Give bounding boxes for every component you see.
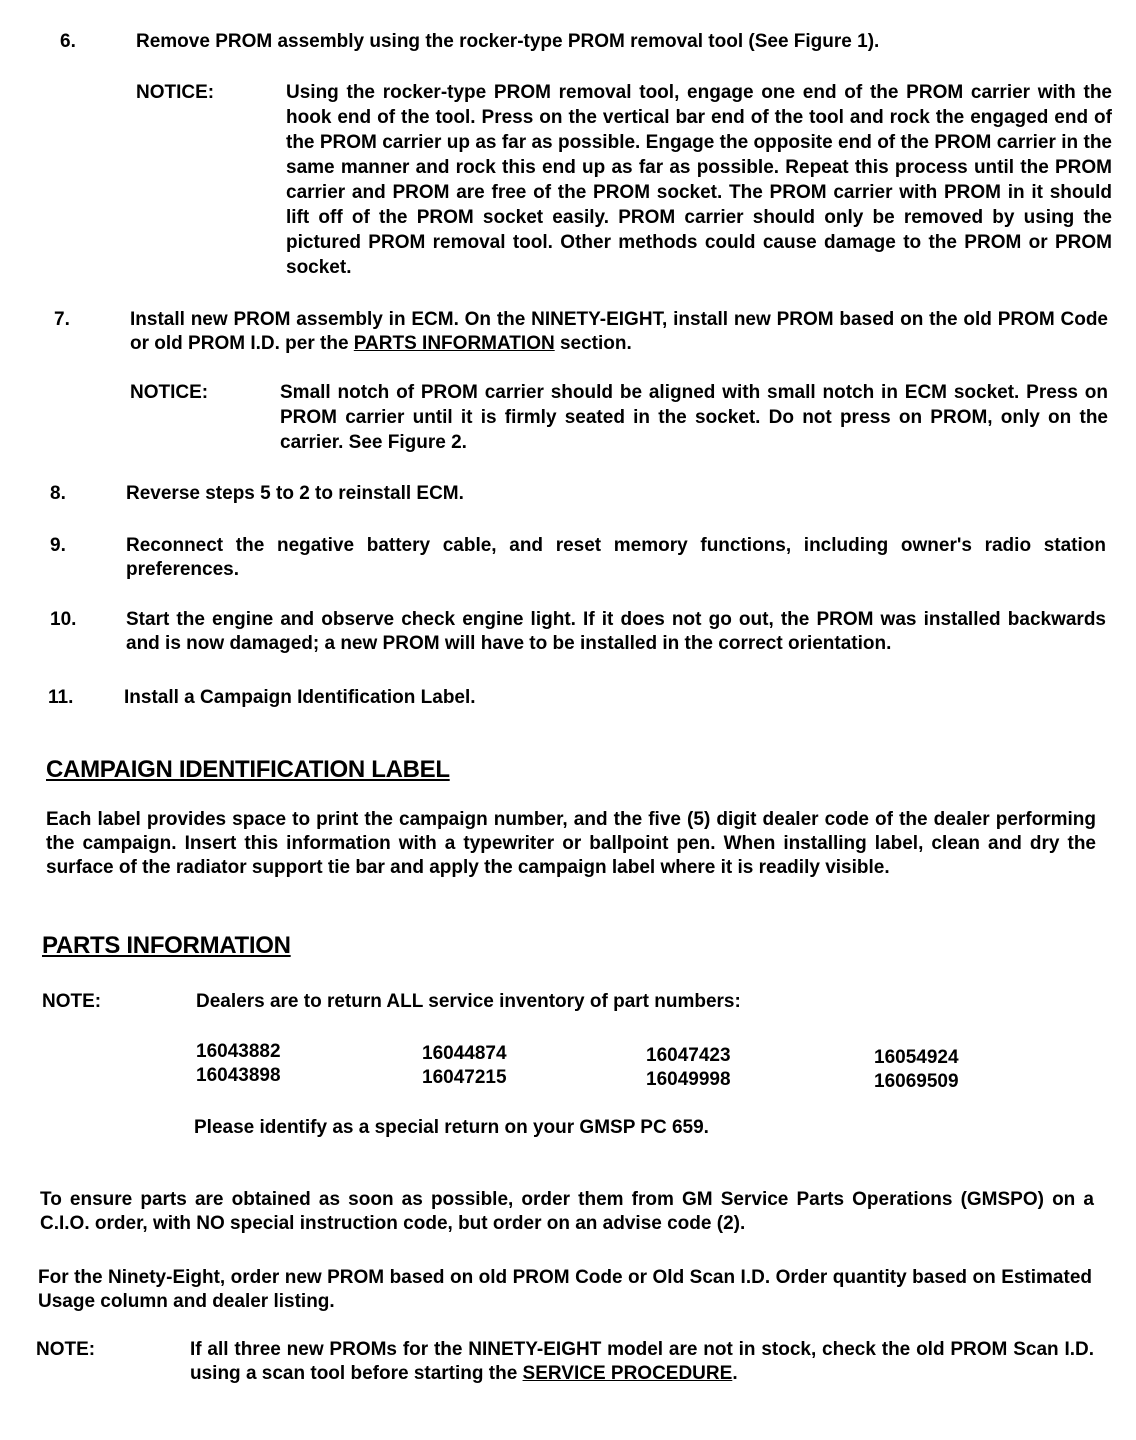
notice-label: NOTICE: xyxy=(136,82,215,103)
part-number: 16047215 xyxy=(422,1067,507,1088)
step-text xyxy=(130,308,1108,356)
step-number: 11. xyxy=(48,687,74,708)
campaign-heading: CAMPAIGN IDENTIFICATION LABEL xyxy=(46,756,450,783)
step-number: 9. xyxy=(50,535,66,556)
campaign-paragraph: Each label provides space to print the campaign number, and the five (5) digit dealer code of the dealer performing the campaign. Insert this information with a typewriter or ballpoint pen. When installing label, clean and dry the surface of the radiator support tie bar and apply the campaign label where it is readily visible. xyxy=(46,809,1096,878)
part-number: 16069509 xyxy=(874,1071,959,1092)
notice-text: Small notch of PROM carrier should be aligned with small notch in ECM socket. Press on PROM carrier until it is firmly seated in the socket. Do not press on PROM, only on the carrier. See Figure 2. xyxy=(280,382,1108,453)
ninety-eight-paragraph: For the Ninety-Eight, order new PROM based on old PROM Code or Old Scan I.D. Order quantity based on Estimated Usage column and dealer listing. xyxy=(38,1267,1092,1312)
part-numbers-table xyxy=(0,1040,1136,1100)
service-procedure-link[interactable]: SERVICE PROCEDURE xyxy=(522,1363,733,1384)
step-9 xyxy=(50,534,1106,584)
note-label: NOTE: xyxy=(36,1339,96,1360)
step-8 xyxy=(50,482,1050,508)
step-10 xyxy=(50,608,1106,658)
part-number: 16043898 xyxy=(196,1065,281,1086)
part-number: 16044874 xyxy=(422,1043,507,1064)
part-number: 16043882 xyxy=(196,1041,281,1062)
notice-notch-alignment xyxy=(130,380,1108,458)
step-number: 6. xyxy=(60,31,76,52)
notice-prom-removal xyxy=(136,80,1112,280)
special-return-note: Please identify as a special return on your GMSP PC 659. xyxy=(194,1117,709,1138)
step-text: Remove PROM assembly using the rocker-type PROM removal tool (See Figure 1). xyxy=(136,31,880,52)
parts-note xyxy=(42,990,1102,1014)
note-text-part: . xyxy=(732,1363,738,1384)
step-7 xyxy=(54,308,1108,360)
order-paragraph: To ensure parts are obtained as soon as possible, order them from GM Service Parts Operations (GMSPO) on a C.I.O. order, with NO special instruction code, but order on an advise code (2). xyxy=(40,1189,1094,1234)
step-text: Reverse steps 5 to 2 to reinstall ECM. xyxy=(126,483,464,504)
notice-label: NOTICE: xyxy=(130,382,209,403)
step-number: 10. xyxy=(50,609,77,630)
part-number: 16054924 xyxy=(874,1047,959,1068)
step-text-part: section. xyxy=(554,333,632,354)
step-text: Reconnect the negative battery cable, and reset memory functions, including owner's radio station preferences. xyxy=(126,535,1106,580)
parts-information-link[interactable]: PARTS INFORMATION xyxy=(353,333,555,354)
final-note xyxy=(36,1338,1094,1392)
part-number: 16049998 xyxy=(646,1069,731,1090)
parts-heading: PARTS INFORMATION xyxy=(42,932,291,959)
step-text: Start the engine and observe check engine light. If it does not go out, the PROM was installed backwards and is now damaged; a new PROM will have to be installed in the correct orientation. xyxy=(126,609,1106,654)
part-number: 16047423 xyxy=(646,1045,731,1066)
step-text: Install a Campaign Identification Label. xyxy=(124,687,476,708)
step-number: 8. xyxy=(50,483,66,504)
note-text-part: If all three new PROMs for the NINETY-EIGHT model are not in stock, check the old PROM Scan I.D. using a scan tool before starting the xyxy=(190,1339,1094,1384)
notice-text: Using the rocker-type PROM removal tool, engage one end of the PROM carrier with the hook end of the tool. Press on the vertical bar end of the tool and rock the engaged end of the PROM carrier up as far as possible. Engage the opposite end of the PROM carrier in the same manner and rock this end up as far as possible. Repeat this process until the PROM carrier and PROM are free of the PROM socket. The PROM carrier with PROM in it should lift off of the PROM socket easily. PROM carrier should only be removed by using the pictured PROM removal tool. Other methods could cause damage to the PROM or PROM socket. xyxy=(286,82,1112,278)
step-number: 7. xyxy=(54,309,70,330)
note-text xyxy=(190,1338,1094,1386)
note-text: Dealers are to return ALL service inventory of part numbers: xyxy=(196,991,741,1012)
step-11 xyxy=(48,686,1048,712)
step-6 xyxy=(60,30,1060,56)
step-text-part: Install new PROM assembly in ECM. On the NINETY-EIGHT, install new PROM based on the old PROM Code or old PROM I.D. per the xyxy=(130,309,1108,354)
note-label: NOTE: xyxy=(42,991,102,1012)
